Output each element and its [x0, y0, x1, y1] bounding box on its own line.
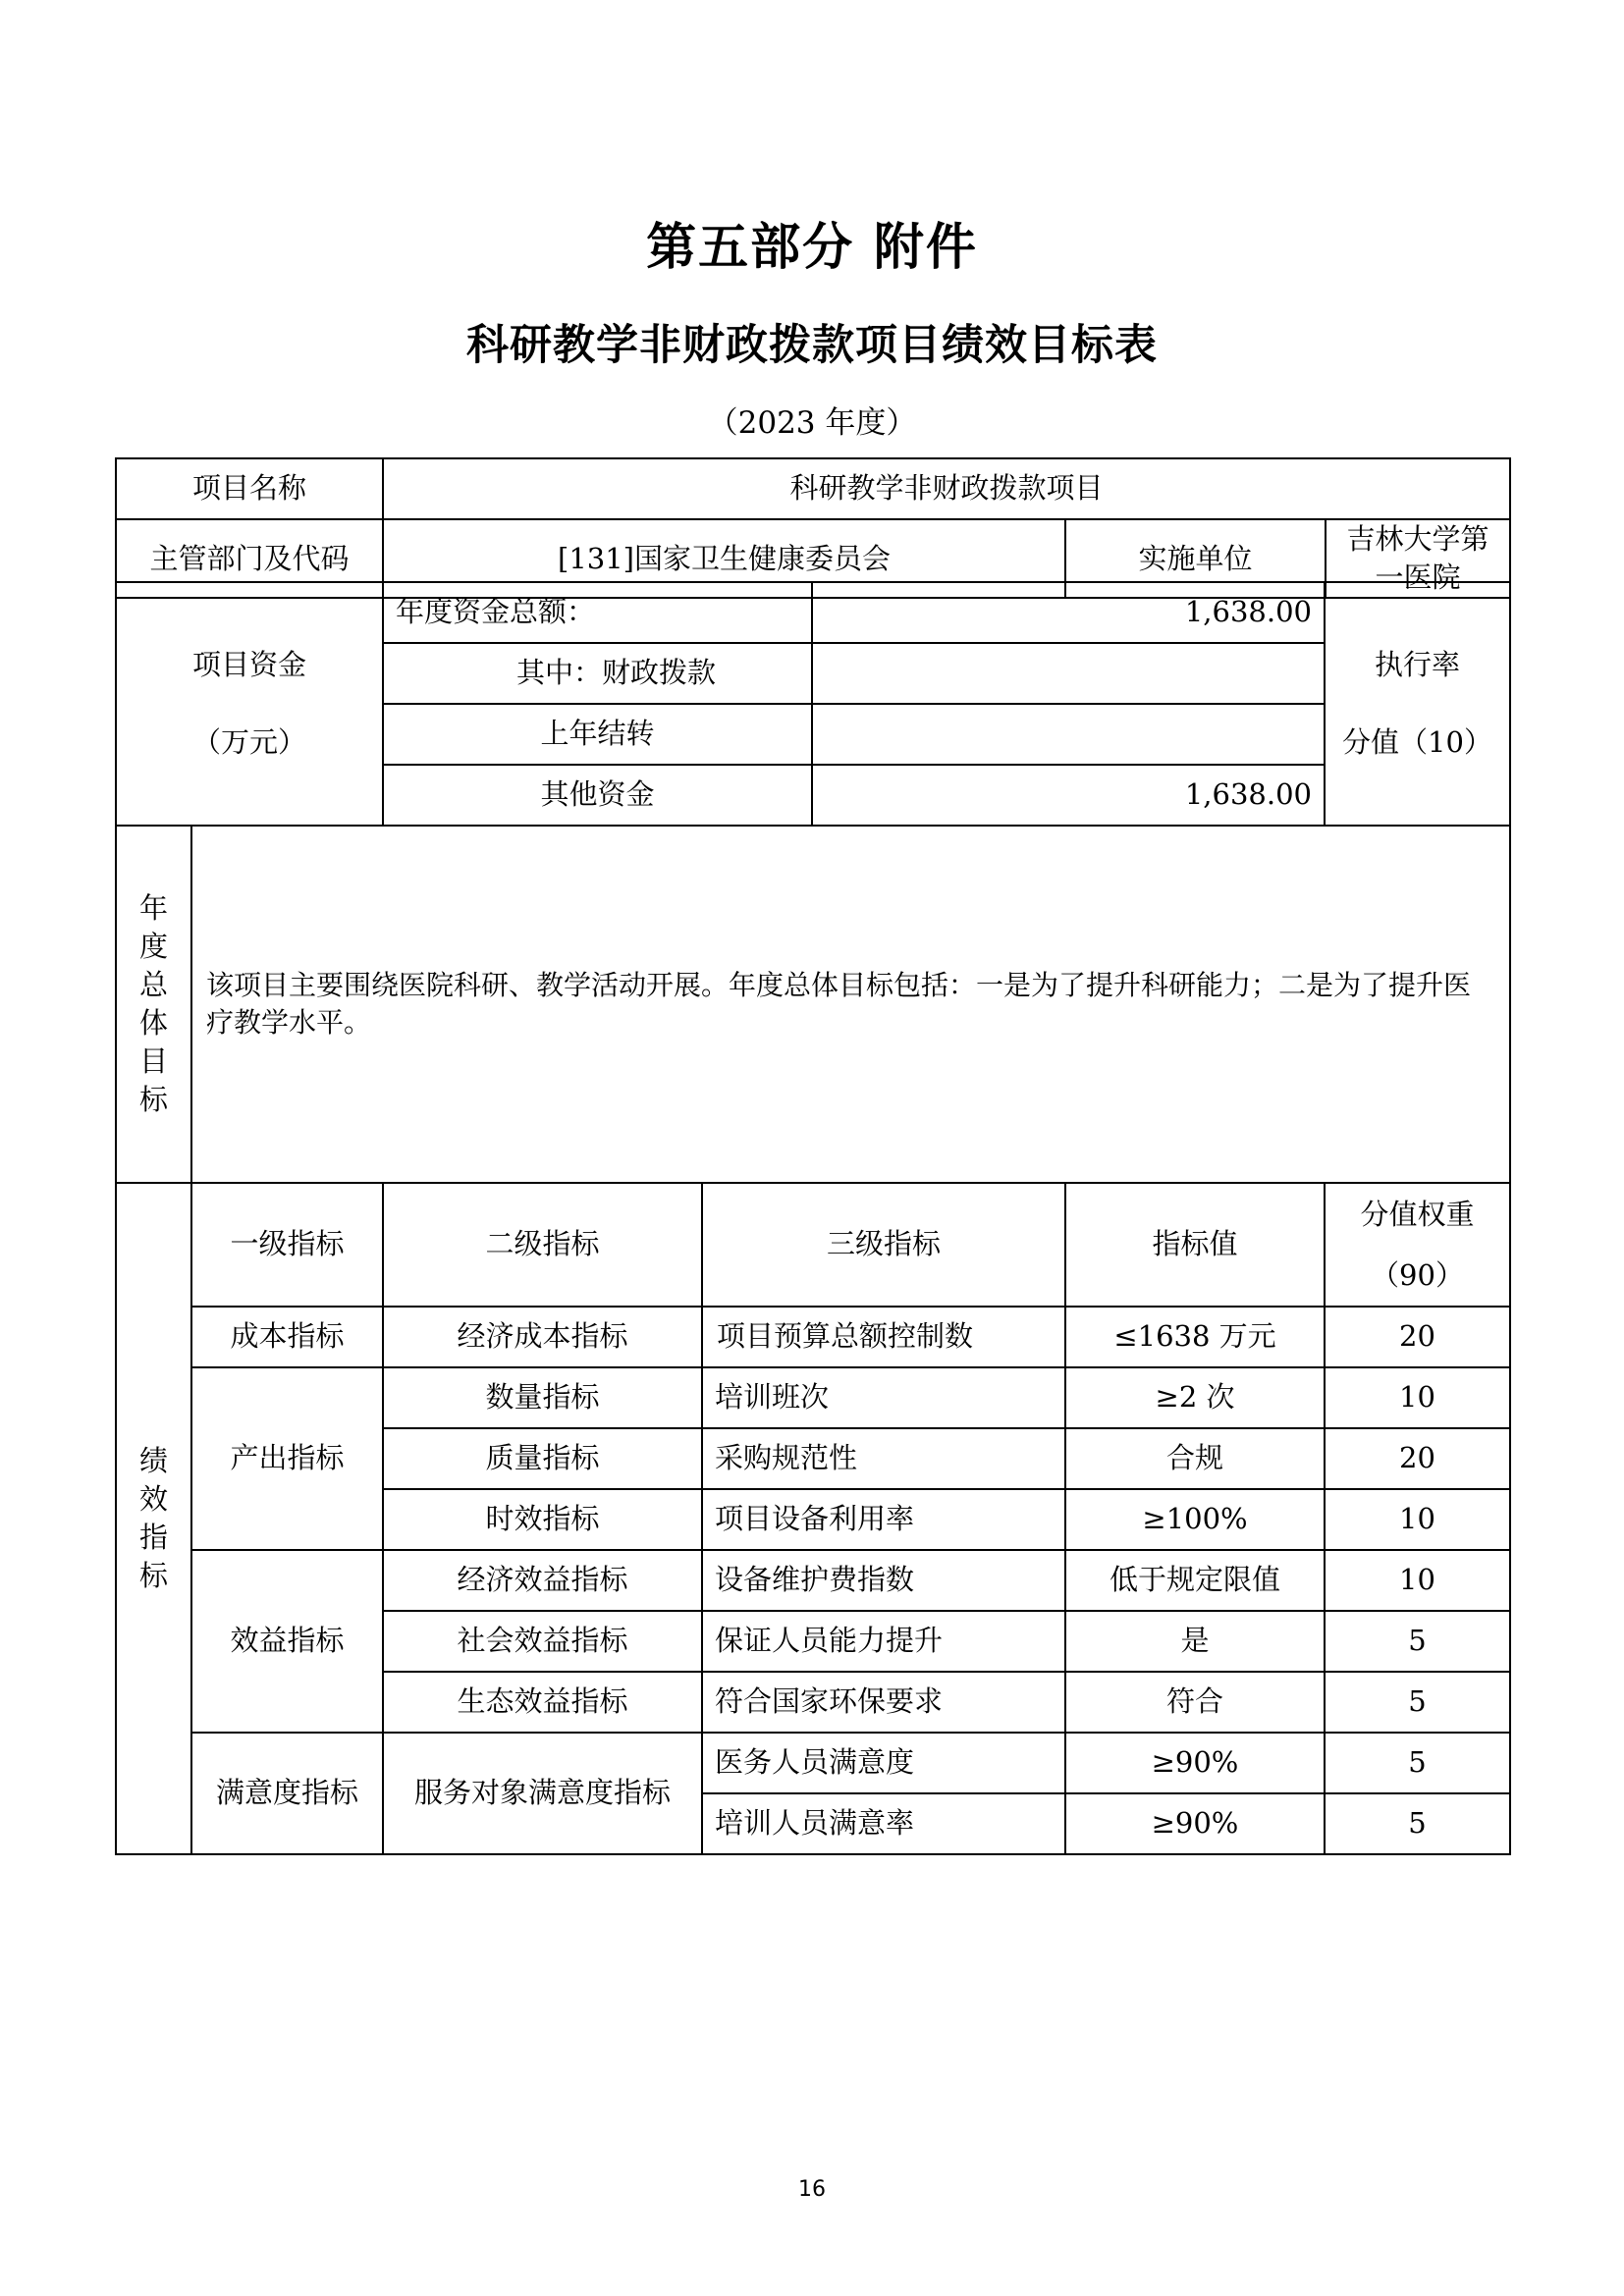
- level2-cell: 数量指标: [383, 1367, 702, 1428]
- indicators-label-char: 效: [138, 1481, 168, 1516]
- table-row: [116, 1367, 1510, 1428]
- funds-row-total: [116, 582, 1510, 643]
- value-cell: ≥2 次: [1065, 1367, 1325, 1428]
- value-cell: 符合: [1065, 1672, 1325, 1733]
- level3-cell: 保证人员能力提升: [702, 1611, 1065, 1672]
- value-cell: 合规: [1065, 1428, 1325, 1489]
- level3-cell: 培训班次: [702, 1367, 1065, 1428]
- level3-cell: 采购规范性: [702, 1428, 1065, 1489]
- weight-cell: 10: [1325, 1367, 1510, 1428]
- project-name-value: 科研教学非财政拨款项目: [383, 458, 1510, 519]
- table-row: [116, 1550, 1510, 1611]
- indicators-label-char: 标: [138, 1559, 168, 1593]
- weight-cell: 10: [1325, 1489, 1510, 1550]
- weight-cell: 5: [1325, 1672, 1510, 1733]
- header-weight-line1: 分值权重: [1360, 1198, 1475, 1231]
- goal-label-char: 总: [138, 967, 168, 1001]
- indicators-header-row: [116, 1183, 1510, 1307]
- header-weight-line2: （90）: [1371, 1258, 1464, 1292]
- value-cell: ≥100%: [1065, 1489, 1325, 1550]
- indicators-label: [116, 1183, 191, 1854]
- value-cell: ≥90%: [1065, 1733, 1325, 1793]
- header-level2: 二级指标: [383, 1183, 702, 1307]
- goal-label-char: 体: [138, 1006, 168, 1040]
- value-cell: 是: [1065, 1611, 1325, 1672]
- department-value: [131]国家卫生健康委员会: [383, 519, 1065, 598]
- indicators-label-char: 指: [138, 1521, 168, 1554]
- level1-cell: 产出指标: [191, 1367, 383, 1550]
- level2-cell: 质量指标: [383, 1428, 702, 1489]
- goal-label-char: 年: [138, 890, 168, 925]
- weight-cell: 5: [1325, 1733, 1510, 1793]
- goal-label-char: 标: [138, 1083, 168, 1117]
- goal-table: [115, 825, 1511, 1184]
- table-row: [116, 1733, 1510, 1793]
- level2-cell: 经济成本指标: [383, 1307, 702, 1367]
- project-name-label: 项目名称: [116, 458, 383, 519]
- goal-text: 该项目主要围绕医院科研、教学活动开展。年度总体目标包括：一是为了提升科研能力；二是为了提升医疗教学水平。: [191, 826, 1510, 1183]
- goal-row: [116, 826, 1510, 1183]
- project-name-row: [116, 458, 1510, 519]
- level1-cell: 满意度指标: [191, 1733, 383, 1854]
- goal-label-char: 目: [138, 1044, 168, 1079]
- header-level1: 一级指标: [191, 1183, 383, 1307]
- impl-unit-value: 吉林大学第一医院: [1326, 519, 1510, 598]
- weight-cell: 10: [1325, 1550, 1510, 1611]
- level3-cell: 项目预算总额控制数: [702, 1307, 1065, 1367]
- page-number: 16: [798, 2177, 826, 2202]
- performance-target-table: [115, 457, 1511, 599]
- funds-other-label: 其他资金: [383, 765, 812, 826]
- funds-unit: （万元）: [191, 724, 306, 759]
- weight-cell: 20: [1325, 1307, 1510, 1367]
- funds-label: [116, 582, 383, 826]
- level1-cell: 成本指标: [191, 1307, 383, 1367]
- level3-cell: 培训人员满意率: [702, 1793, 1065, 1854]
- level3-cell: 医务人员满意度: [702, 1733, 1065, 1793]
- indicators-label-char: 绩: [138, 1443, 168, 1477]
- impl-unit-label: 实施单位: [1065, 519, 1326, 598]
- indicators-table: [115, 1182, 1511, 1855]
- funds-label-text: 项目资金: [191, 648, 306, 682]
- level3-cell: 项目设备利用率: [702, 1489, 1065, 1550]
- level3-cell: 设备维护费指数: [702, 1550, 1065, 1611]
- value-cell: ≥90%: [1065, 1793, 1325, 1854]
- exec-rate-score: 分值（10）: [1342, 724, 1492, 759]
- table-title: 科研教学非财政拨款项目绩效目标表: [466, 321, 1158, 370]
- level3-cell: 符合国家环保要求: [702, 1672, 1065, 1733]
- funds-carryover-value: [812, 704, 1325, 765]
- header-level3: 三级指标: [702, 1183, 1065, 1307]
- level1-cell: 效益指标: [191, 1550, 383, 1733]
- header-weight: [1325, 1183, 1510, 1307]
- funds-table: [115, 581, 1511, 827]
- funds-total-label: 年度资金总额：: [383, 582, 812, 643]
- level2-cell: 生态效益指标: [383, 1672, 702, 1733]
- funds-fiscal-value: [812, 643, 1325, 704]
- year-label: （2023 年度）: [707, 405, 917, 441]
- funds-fiscal-label: 其中：财政拨款: [383, 643, 812, 704]
- value-cell: ≤1638 万元: [1065, 1307, 1325, 1367]
- level2-cell: 时效指标: [383, 1489, 702, 1550]
- goal-label: [116, 826, 191, 1183]
- weight-cell: 5: [1325, 1611, 1510, 1672]
- level2-cell: 服务对象满意度指标: [383, 1733, 702, 1854]
- table-row: [116, 1307, 1510, 1367]
- header-value: 指标值: [1065, 1183, 1325, 1307]
- level2-cell: 社会效益指标: [383, 1611, 702, 1672]
- goal-label-char: 度: [138, 929, 168, 963]
- weight-cell: 5: [1325, 1793, 1510, 1854]
- exec-rate-label: 执行率: [1374, 648, 1460, 682]
- weight-cell: 20: [1325, 1428, 1510, 1489]
- funds-total-value: 1,638.00: [812, 582, 1325, 643]
- funds-carryover-label: 上年结转: [383, 704, 812, 765]
- department-label: 主管部门及代码: [116, 519, 383, 598]
- value-cell: 低于规定限值: [1065, 1550, 1325, 1611]
- part-title: 第五部分 附件: [646, 219, 978, 277]
- level2-cell: 经济效益指标: [383, 1550, 702, 1611]
- funds-other-value: 1,638.00: [812, 765, 1325, 826]
- exec-rate-cell: [1325, 582, 1510, 826]
